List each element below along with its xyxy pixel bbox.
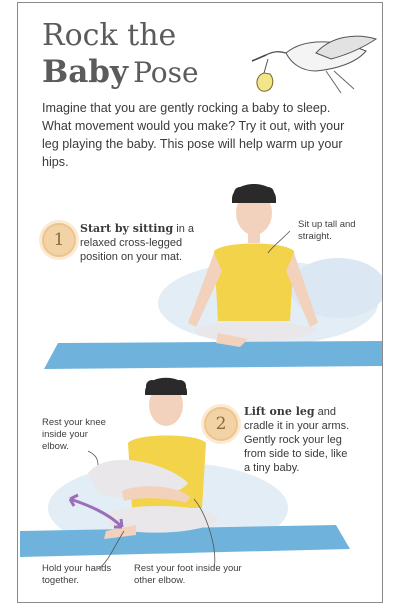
illustration-layer [18, 3, 382, 602]
yoga-mat-1 [44, 341, 382, 369]
callout-rest-foot: Rest your foot inside your other elbow. [134, 563, 242, 586]
title-baby: Baby [42, 54, 128, 90]
stork-icon [252, 36, 376, 93]
page-title [42, 18, 199, 90]
title-line-1: Rock the [42, 18, 177, 53]
step-1-badge: 1 [42, 223, 76, 257]
callout-sit-tall: Sit up tall and straight. [298, 219, 356, 242]
callout-hold-hands: Hold your hands together. [42, 563, 112, 586]
callout-rest-knee: Rest your knee inside your elbow. [42, 417, 106, 452]
step-2-badge: 2 [204, 407, 238, 441]
step-2-body: and cradle it in your arms. Gently rock your leg from side to side, like a tiny baby. [244, 406, 350, 474]
title-pose: Pose [133, 56, 199, 89]
intro-paragraph: Imagine that you are gently rocking a baby to sleep. What movement would you make? Try it out, with your leg playing the baby. This pose will help warm up your hips. [42, 101, 345, 169]
sitting-scene [44, 184, 382, 369]
step-2-text [244, 405, 354, 475]
step-1-body: in a relaxed cross-legged position on your mat. [80, 223, 194, 263]
page-card [17, 2, 383, 603]
step-2-bold: Lift one leg [244, 405, 315, 418]
step-1-text [80, 222, 220, 264]
step-1-bold: Start by sitting [80, 222, 174, 235]
